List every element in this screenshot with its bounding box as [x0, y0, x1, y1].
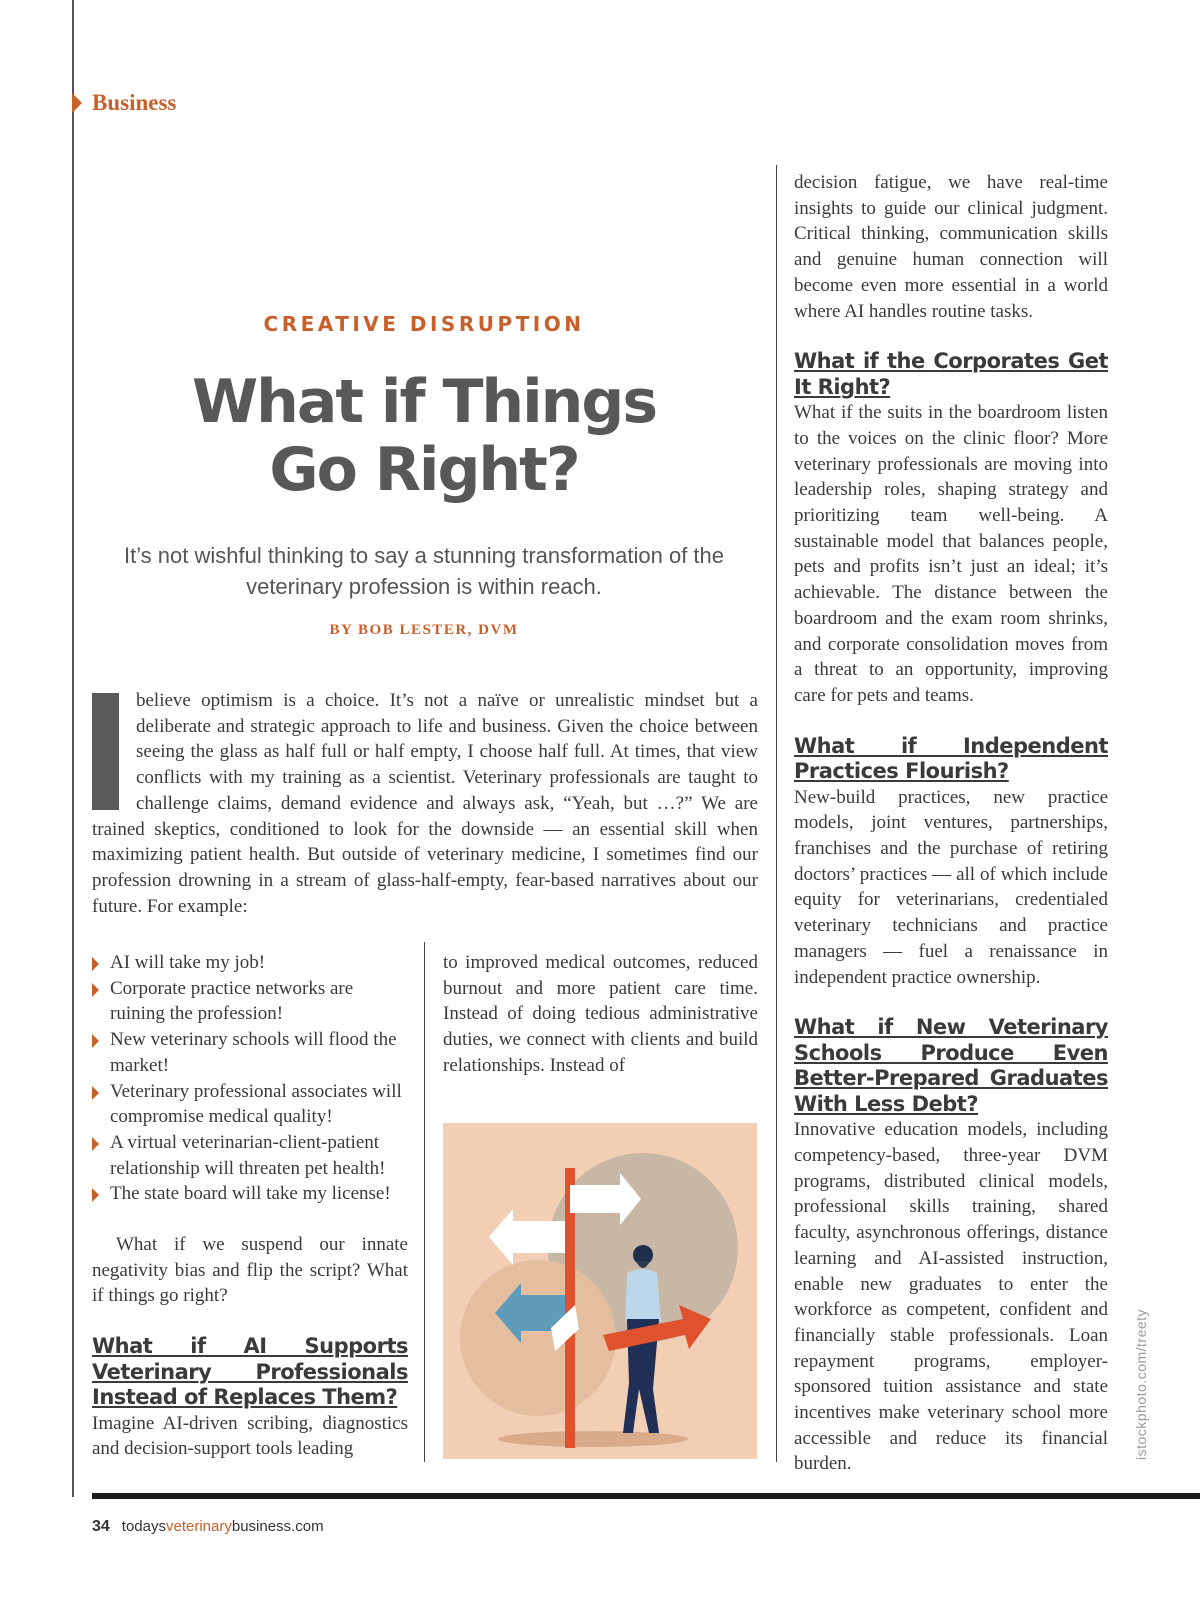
- column-rule: [424, 942, 425, 1462]
- illustration-circle: [460, 1260, 616, 1416]
- section-flag: [72, 90, 176, 116]
- page-footer: [92, 1518, 324, 1536]
- ai-body-part-3: decision fatigue, we have real-time insights to guide our clinical judgment. Critical thinking, communication skills and genuine human connection will become even more essential in a world where AI handles routine tasks.: [794, 172, 1108, 322]
- page-number: 34: [92, 1518, 110, 1535]
- ground-shadow: [498, 1431, 688, 1447]
- headline-line-2: Go Right?: [269, 435, 579, 505]
- bullet-arrow-icon: [92, 983, 99, 997]
- headline-line-1: What if Things: [191, 367, 657, 437]
- section-arrow-icon: [72, 93, 82, 113]
- intro-text: believe optimism is a choice. It’s not a naïve or unrealistic mindset but a deliberate and strategic approach to life and business. Given the choice between seeing the glass as half full or half empty, I choose half full. At times, that view conflicts with my training as a scientist. Veterinary professionals are taught to challenge claims, demand evidence and always ask, “Yeah, but …?” We are trained skeptics, conditioned to look for the downside — an essential skill when maximizing patient health. But outside of veterinary medicine, I sometimes find our profession drowning in a stream of glass-half-empty, fear-based narratives about our future. For example:: [92, 690, 758, 917]
- subhead-ai: What if AI Supports Veterinary Professionals Instead of Replaces Them?: [92, 1334, 408, 1410]
- bullet-arrow-icon: [92, 957, 99, 971]
- section-label: Business: [92, 90, 177, 115]
- kicker: CREATIVE DISRUPTION: [263, 312, 585, 336]
- flip-paragraph: What if we suspend our innate negativity bias and flip the script? What if things go right?: [92, 1234, 408, 1307]
- bullet-item: Corporate practice networks are ruining the profession!: [92, 976, 408, 1027]
- dek: It’s not wishful thinking to say a stunning transformation of the veterinary profession is within reach.: [123, 543, 725, 599]
- signpost-illustration: [443, 1123, 757, 1459]
- bullet-arrow-icon: [92, 1137, 99, 1151]
- bullet-item: A virtual veterinarian-client-patient relationship will threaten pet health!: [92, 1130, 408, 1181]
- bullet-item: New veterinary schools will flood the market!: [92, 1027, 408, 1078]
- byline: BY BOB LESTER, DVM: [329, 622, 519, 638]
- ai-body-part-2: to improved medical outcomes, reduced burnout and more patient care time. Instead of doing tedious administrative duties, we connect with clients and build relationships. Instead of: [443, 952, 758, 1076]
- column-rule: [776, 165, 777, 1462]
- column-1: [92, 950, 408, 1462]
- independent-body: New-build practices, new practice models, joint ventures, partnerships, franchises and the purchase of retiring doctors’ practices — all of which include equity for veterinarians, credentialed veterinary technicians and practice managers — fuel a renaissance in independent practice ownership.: [794, 786, 1108, 988]
- site-prefix: todays: [121, 1518, 166, 1535]
- bullet-arrow-icon: [92, 1086, 99, 1100]
- site-accent: veterinary: [166, 1518, 232, 1535]
- left-page-rule: [72, 0, 74, 1497]
- subhead-independent: What if Independent Practices Flourish?: [794, 733, 1108, 784]
- subhead-corporates: What if the Corporates Get It Right?: [794, 349, 1108, 399]
- bullet-item: The state board will take my license!: [92, 1181, 408, 1207]
- bullet-arrow-icon: [92, 1034, 99, 1048]
- person-shirt: [625, 1269, 661, 1321]
- site-suffix: business.com: [231, 1518, 324, 1535]
- column-3: [794, 170, 1108, 1477]
- schools-body: Innovative education models, including competency-based, three-year DVM programs, distributed clinical models, professional skills training, shared faculty, asynchronous offerings, distance learning and AI-assisted instruction, enable new graduates to enter the workforce as competent, confident and financially stable professionals. Loan repayment programs, employer-sponsored tuition assistance and state incentives make veterinary school more accessible and reduce its financial burden.: [794, 1119, 1108, 1475]
- photo-credit: istockphoto.com/treety: [1133, 1308, 1149, 1460]
- column-2: [443, 950, 758, 1079]
- headline: [90, 368, 758, 504]
- corporates-body: What if the suits in the boardroom listen to the voices on the clinic floor? More veterinary professionals are moving into leadership roles, shaping strategy and prioritizing team well-being. A sustainable model that balances people, pets and profits isn’t just an ideal; it’s achievable. The distance between the boardroom and the exam room shrinks, and corporate consolidation moves from a threat to an opportunity, improving care for pets and teams.: [794, 402, 1108, 706]
- bullet-arrow-icon: [92, 1188, 99, 1202]
- bullet-item: AI will take my job!: [92, 950, 408, 976]
- subhead-schools: What if New Veterinary Schools Produce Even Better-Prepared Graduates With Less Debt?: [794, 1015, 1108, 1116]
- ai-body-part-1: Imagine AI-driven scribing, diagnostics and decision-support tools leading: [92, 1412, 408, 1460]
- intro-paragraph: [92, 688, 758, 919]
- bullet-item: Veterinary professional associates will compromise medical quality!: [92, 1079, 408, 1130]
- footer-rule: [92, 1493, 1200, 1499]
- drop-cap: [92, 693, 119, 810]
- bullet-list: [92, 950, 408, 1207]
